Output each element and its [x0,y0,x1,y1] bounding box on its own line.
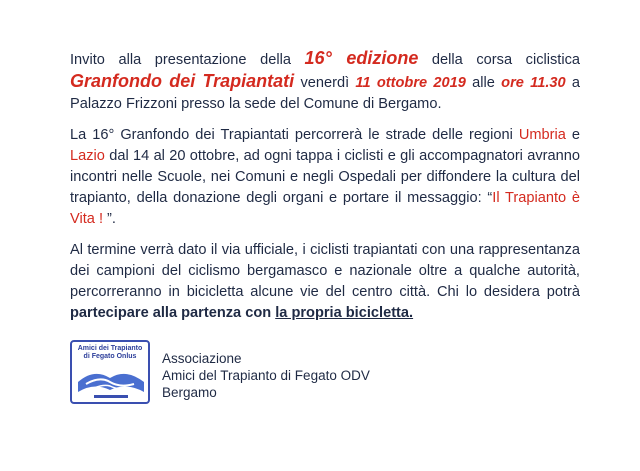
association-logo [70,340,150,404]
text: alle [465,75,502,91]
logo-line-2: di Fegato Onlus [83,353,137,360]
text: Invito alla presentazione della [70,52,305,68]
text: venerdì [294,75,356,91]
departure-paragraph [70,240,580,324]
signature-block [70,340,590,410]
region-umbria: Umbria [518,127,566,143]
text: La 16° Granfondo dei Trapiantati percorrerà le strade delle regioni [70,127,519,143]
invitation-paragraph [70,48,580,115]
text: ”. [103,211,116,227]
handshake-icon [76,362,146,400]
logo-line-1: Amici dei Trapianto [77,345,143,352]
own-bicycle-text: la propria bicicletta. [275,305,414,321]
text: a Palazzo Frizzoni presso la sede del Comune di Bergamo. [70,75,581,112]
event-name: Granfondo dei Trapiantati [70,71,295,91]
association-name: Amici del Trapianto di Fegato ODV [162,368,370,383]
route-paragraph [70,125,580,230]
text: Al termine verrà dato il via ufficiale, i ciclisti trapiantati con una rappresentanza dei campioni del ciclismo bergamasco e nazionale oltre a qualche autorità, percorreranno in bicicletta alcune vie del centro città. Chi lo desidera potrà [70,242,580,300]
participate-text: partecipare alla partenza con [70,305,276,321]
association-city: Bergamo [162,385,217,400]
association-label: Associazione [162,351,242,366]
event-date: 11 ottobre 2019 [355,75,466,91]
event-time: ore 11.30 [501,75,566,91]
text: dal 14 al 20 ottobre, ad ogni tappa i ciclisti e gli accompagnatori avranno incontri nelle Scuole, nei Comuni e negli Ospedali per diffondere la cultura del trapianto, della donazione degli organi e portare il messaggio: “ [70,148,580,206]
document-body [70,48,580,324]
edition-highlight: 16° edizione [304,48,419,68]
text: e [565,127,580,143]
region-lazio: Lazio [70,148,105,164]
text: della corsa ciclistica [418,52,580,68]
slogan: Il Trapianto è Vita ! [70,190,580,227]
association-info [162,350,370,401]
